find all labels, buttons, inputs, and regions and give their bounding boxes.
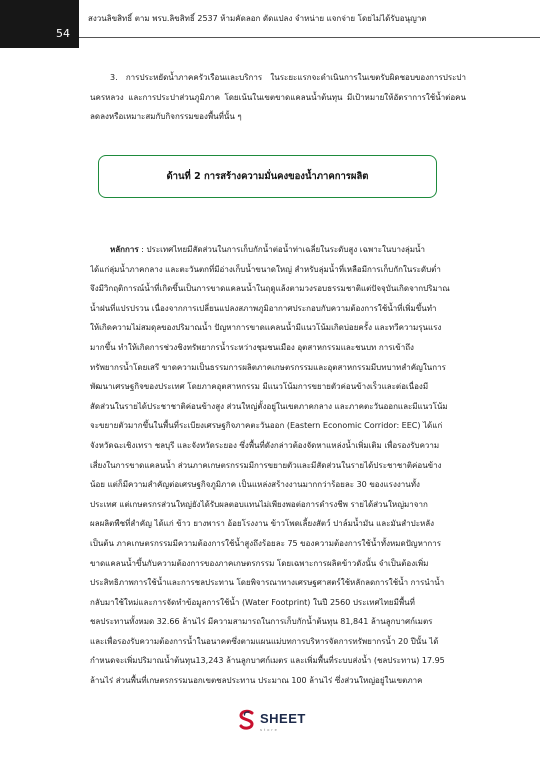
body-line: ล้านไร่ ส่วนพื้นที่เกษตรกรรมนอกเขตชลประทาน ประมาณ 100 ล้านไร่ ซึ่งส่วนใหญ่อยู่ในเขตภาค [90,676,423,686]
section-heading-box [98,155,437,198]
body-line: จังหวัดฉะเชิงเทรา ชลบุรี และจังหวัดระยอง ซึ่งพื้นที่ดังกล่าวต้องจัดหาแหล่งน้ำเพิ่มเติม เพื่อรองรับความ [90,440,440,450]
intro-paragraph [90,68,466,127]
body-line: จึงมีวิกฤติการณ์น้ำที่เกิดขึ้นเป็นการขาดแคลนน้ำในฤดูแล้งตามวงรอบธรรมชาติแต่ปัจจุบันเกิดจากปริมาณ [90,284,450,294]
body-line: กำหนดจะเพิ่มปริมาณน้ำต้นทุน13,243 ล้านลูกบาศก์เมตร และเพิ่มพื้นที่ระบบส่งน้ำ (ชลประทาน) 17.95 [90,656,445,666]
body-line: กลับมาใช้ใหม่และการจัดทำข้อมูลการใช้น้ำ (Water Footprint) ในปี 2560 ประเทศไทยมีพื้นที่ [90,597,415,607]
page-number-box [0,0,79,48]
body-line: ผลผลิตพืชที่สำคัญ ได้แก่ ข้าว ยางพารา อ้อยโรงงาน ข้าวโพดเลี้ยงสัตว์ ปาล์มน้ำมัน และมันสำปะหลัง [90,519,435,529]
body-line: ได้แก่ลุ่มน้ำภาคกลาง และตะวันตกที่มีอ่างเก็บน้ำขนาดใหญ่ สำหรับลุ่มน้ำที่เหลือมีการเก็บกักในระดับต่ำ [90,264,441,274]
copyright-notice: สงวนลิขสิทธิ์ ตาม พรบ.ลิขสิทธิ์ 2537 ห้ามคัดลอก ดัดแปลง จำหน่าย แจกจ่าย โดยไม่ได้รับอนุญาต [88,14,427,23]
logo-word: SHEET [260,711,306,726]
body-line: ชลประทานทั้งหมด 32.66 ล้านไร่ มีความสามารถในการเก็บกักน้ำต้นทุน 81,841 ล้านลูกบาศก์เมตร [90,617,433,627]
body-line: ประเทศ แต่เกษตรกรส่วนใหญ่ยังได้รับผลตอบแทนไม่เพียงพอต่อการดำรงชีพ รายได้ส่วนใหญ่มาจาก [90,499,428,509]
sheet-logo-icon [238,709,256,731]
body-line: พัฒนาเศรษฐกิจของประเทศ โดยภาคอุตสาหกรรม มีแนวโน้มการขยายตัวค่อนข้างเร็วและต่อเนื่องมี [90,382,429,392]
lead-label: หลักการ [110,245,139,254]
body-line: สัดส่วนในรายได้ประชาชาติค่อนข้างสูง ส่วนใหญ่ตั้งอยู่ในเขตภาคกลาง และภาคตะวันออกและมีแนวโน้ม [90,401,448,411]
body-line: เสี่ยงในการขาดแคลนน้ำ ส่วนภาคเกษตรกรรมมีการขยายตัวและมีสัดส่วนในรายได้ประชาชาติค่อนข้าง [90,460,442,470]
intro-text: 3. การประหยัดน้ำภาคครัวเรือนและบริการ ในระยะแรกจะดำเนินการในเขตรับผิดชอบของการประปานครหลวง และการประปาส่วนภูมิภาค โดยเน้นในเขตขาดแคลนน้ำต้นทุน มีเป้าหมายให้อัตราการใช้น้ำต่อคนลดลงหรือเหมาะสมกับกิจกรรมของพื้นที่นั้น ๆ [90,73,466,121]
body-line: และเพื่อรองรับความต้องการน้ำในอนาคตซึ่งตามแผนแม่บทการบริหารจัดการทรัพยากรน้ำ 20 ปีนั้น ได้ [90,636,439,646]
body-line: จะขยายตัวมากขึ้นในพื้นที่ระเบียงเศรษฐกิจภาคตะวันออก (Eastern Economic Corridor: EEC) ได้แก่ [90,421,443,431]
section-title: ด้านที่ 2 การสร้างความมั่นคงของน้ำภาคการผลิต [166,171,369,182]
logo-subword: store [260,727,279,732]
body-paragraph [90,240,468,691]
body-line: มากขึ้น ทำให้เกิดการช่วงชิงทรัพยากรน้ำระหว่างชุมชนเมือง อุตสาหกรรมและชนบท การเข้าถึง [90,342,414,352]
body-line: ให้เกิดความไม่สมดุลของปริมาณน้ำ ปัญหาการขาดแคลนน้ำมีแนวโน้มเกิดบ่อยครั้ง และทวีความรุนแรง [90,323,442,333]
page-number: 54 [56,27,70,40]
body-line: หลักการ : ประเทศไทยมีสัดส่วนในการเก็บกักน้ำต่อน้ำท่าเฉลี่ยในระดับสูง เฉพาะในบางลุ่มน้ำ [110,245,425,254]
body-line: น้อย แต่ก็มีความสำคัญต่อเศรษฐกิจภูมิภาค เป็นแหล่งสร้างงานมากกว่าร้อยละ 30 ของแรงงานทั้ง [90,480,420,490]
body-line: ขาดแคลนน้ำขึ้นกับความต้องการของภาคเกษตรกรรม โดยเฉพาะการผลิตข้าวดังนั้น จำเป็นต้องเพิ่ม [90,558,429,568]
body-line: น้ำฝนที่แปรปรวน เนื่องจากการเปลี่ยนแปลงสภาพภูมิอากาศประกอบกับความต้องการใช้น้ำที่เพิ่มขึ้นทำ [90,303,437,313]
body-line: ทรัพยากรน้ำโดยเสรี ขาดความเป็นธรรมการผลิตภาคเกษตรกรรมและอุตสาหกรรมมีบทบาทสำคัญในการ [90,362,446,372]
header-divider [79,37,540,38]
body-line: เป็นต้น ภาคเกษตรกรรมมีความต้องการใช้น้ำสูงถึงร้อยละ 75 ของความต้องการใช้น้ำทั้งหมดปัญหาการ [90,538,442,548]
body-line: ประสิทธิภาพการใช้น้ำและการชลประทาน โดยพิจารณาทางเศรษฐศาสตร์ใช้หลักลดการใช้น้ำ การนำน้ำ [90,578,445,588]
sheet-store-logo [238,708,306,732]
